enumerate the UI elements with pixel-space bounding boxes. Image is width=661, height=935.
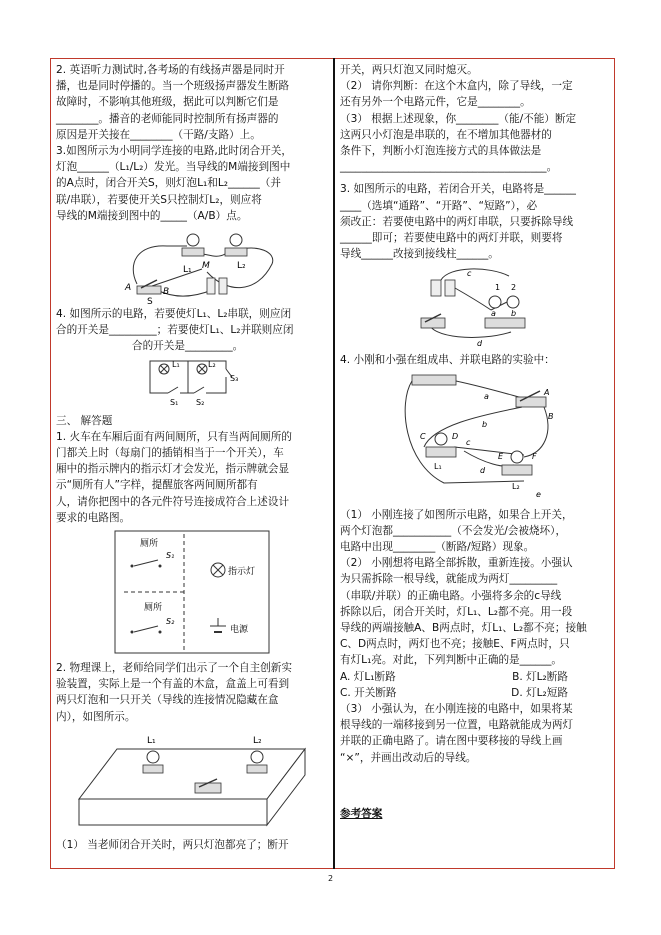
option-c: C. 开关断路	[340, 686, 397, 699]
text-line: 并联的正确电路了。请在图中要移接的导线上画	[340, 735, 563, 748]
question-3-fill	[56, 143, 328, 224]
label-c: c	[466, 437, 471, 447]
label-L2: L₂	[237, 261, 246, 272]
left-column	[56, 62, 328, 853]
question-4-right-title: 4. 小刚和小强在组成串、并联电路的实验中：	[340, 354, 555, 367]
question-2-fill	[56, 62, 328, 143]
reference-answers-heading: 参考答案	[340, 807, 383, 820]
text-line: 故障时，不影响其他班级，据此可以判断它们是	[56, 96, 279, 109]
text-line: 播，也是同时停播的。当一个班级扬声器发生断路	[56, 80, 290, 93]
label-a: a	[484, 391, 489, 401]
text-line: 须改正：若要使电路中的两灯串联，只要拆除导线	[340, 215, 574, 228]
text-line: （2） 小刚想将电路全部拆散，重新连接。小强认	[340, 557, 573, 570]
text-line: 4. 如图所示的电路，若要使灯L₁、L₂串联，则应闭	[56, 308, 292, 321]
problem-2-continued	[340, 62, 608, 175]
label-B: B	[163, 287, 170, 298]
label-1: 1	[495, 283, 501, 293]
text-line: （3） 根据上述现象，你________（能/不能）断定	[340, 112, 577, 125]
text-line: 示“厕所有人”字样，提醒旅客两间厕所都有	[56, 479, 258, 492]
text-line: （3） 小强认为，在小刚连接的电路中，如果将某	[340, 703, 573, 716]
label-power: 电源	[230, 625, 249, 636]
text-line: 拆除以后，闭合开关时，灯L₁、L₂都不亮。用一段	[340, 605, 573, 618]
text-line: 导线______改接到接线柱______。	[340, 248, 499, 261]
text-line: 1. 火车在车厢后面有两间厕所，只有当两间厕所的	[56, 430, 292, 443]
label-L1: L₁	[147, 735, 156, 746]
wooden-box-figure	[77, 729, 307, 829]
label-b: b	[511, 309, 517, 319]
text-line: （1） 当老师闭合开关时，两只灯泡都亮了；断开	[56, 838, 289, 851]
label-wc1: 厕所	[140, 539, 159, 550]
section-heading: 三、 解答题	[56, 414, 113, 427]
text-line: 验装置，实际上是一个有盖的木盒，盒盖上可看到	[56, 678, 290, 691]
text-line: ______即可；若要使电路中的两灯并联，则要将	[340, 232, 563, 245]
text-line: 这两只小灯泡是串联的，在不增加其他器材的	[340, 128, 552, 141]
circuit-figure-q3	[107, 224, 277, 306]
column-divider	[333, 58, 335, 869]
text-line: 合的开关是_________；若要使灯L₁、L₂并联则应闭	[56, 324, 294, 337]
problem-1	[56, 429, 328, 526]
text-line: 要求的电路图。	[56, 511, 131, 524]
text-line: 人，请你把图中的各元件符号连接成符合上述设计	[56, 495, 290, 508]
option-b: B. 灯L₂断路	[512, 670, 568, 683]
circuit-figure-q4	[142, 355, 242, 407]
text-line: 厢中的指示牌内的指示灯才会发光，指示牌就会显	[56, 463, 290, 476]
label-F: F	[532, 451, 537, 461]
label-S1: S₁	[170, 397, 179, 407]
text-line: 还有另外一个电路元件，它是________。	[340, 96, 531, 109]
text-line: _______________________________________。	[340, 161, 558, 174]
label-L2: L₂	[253, 735, 262, 746]
text-line: 门都关上时（每扇门的插销相当于一个开关），车	[56, 447, 284, 460]
text-line: C、D两点时，两灯也不亮；接触E、F两点时，只	[340, 638, 570, 651]
text-line: 开关，两只灯泡又同时熄灭。	[340, 64, 478, 76]
text-line: 3. 如图所示的电路，若闭合开关，电路将是______	[340, 183, 576, 196]
text-line: 内），如图所示。	[56, 710, 136, 723]
options-row-1	[340, 669, 608, 685]
text-line: 导线的M端接到图中的_____（A/B）点。	[56, 209, 248, 222]
text-line: 联/串联），若要使开关S只控制灯L₂，则应将	[56, 193, 262, 206]
label-2: 2	[511, 283, 517, 293]
label-L1: L₁	[434, 461, 442, 471]
text-line: （1） 小刚连接了如图所示电路，如果合上开关，	[340, 508, 573, 521]
label-b: b	[482, 419, 488, 429]
label-S: S	[147, 297, 153, 307]
text-line: 导线的两端接触A、B两点时，灯L₁、L₂都不亮；接触	[340, 622, 587, 635]
options-row-2	[340, 685, 608, 701]
text-line: ________。播音的老师能同时控制所有扬声器的	[56, 112, 279, 125]
label-S1: S₁	[166, 551, 175, 561]
text-line: （串联/并联）的正确电路。小强将多余的c导线	[340, 589, 562, 602]
text-line: 2. 英语听力测试时,各考场的有线扬声器是同时开	[56, 64, 285, 76]
circuit-figure-right-q3	[419, 262, 529, 348]
label-a: a	[491, 309, 496, 319]
label-c: c	[467, 269, 472, 279]
label-L1: L₁	[172, 359, 180, 369]
label-L2: L₂	[512, 481, 520, 491]
label-D: D	[452, 431, 459, 441]
text-line: 原因是开关接在________（干路/支路）上。	[56, 128, 261, 141]
page-number: 2	[327, 874, 334, 883]
label-S2: S₂	[196, 397, 205, 407]
option-d: D. 灯L₂短路	[511, 686, 568, 699]
label-e: e	[536, 489, 541, 499]
label-indicator-lamp: 指示灯	[228, 567, 256, 578]
label-d: d	[480, 465, 486, 475]
question-4-fill	[56, 306, 328, 355]
text-line: 3.如图所示为小明同学连接的电路,此时闭合开关，	[56, 145, 292, 158]
option-a: A. 灯L₁断路	[340, 670, 396, 683]
text-line: 有灯L₁亮。对此，下列判断中正确的是______。	[340, 654, 563, 667]
text-line: “×”，并画出改动后的导线。	[340, 751, 477, 764]
label-d: d	[477, 339, 483, 349]
text-line: 条件下，判断小灯泡连接方式的具体做法是	[340, 145, 542, 158]
label-B: B	[548, 411, 554, 421]
question-3-right	[340, 181, 608, 262]
text-line: 根导线的一端移接到另一位置，电路就能成为两灯	[340, 719, 574, 732]
text-line: 2. 物理课上，老师给同学们出示了一个自主创新实	[56, 662, 292, 675]
label-A: A	[544, 387, 550, 397]
label-S3: S₃	[230, 373, 239, 383]
label-S2: S₂	[166, 617, 175, 627]
label-L2: L₂	[208, 359, 216, 369]
series-parallel-figure	[394, 373, 554, 503]
toilet-circuit-figure	[114, 530, 270, 654]
text-line: 为只需拆除一根导线，就能成为两灯_________	[340, 573, 558, 586]
text-line: 灯泡______（L₁/L₂）发光。当导线的M端接到图中	[56, 161, 291, 174]
label-A: A	[125, 283, 132, 294]
label-L1: L₁	[183, 265, 192, 276]
right-column	[340, 62, 608, 822]
label-C: C	[420, 431, 426, 441]
text-line: 两个灯泡都___________（不会发光/会被烧坏），	[340, 524, 567, 537]
text-line: 电路中出现________（断路/短路）现象。	[340, 541, 535, 554]
text-line: 合的开关是_________。	[132, 340, 244, 353]
text-line: 的A点时，闭合开关S，则灯泡L₁和L₂______（并	[56, 177, 281, 190]
label-M: M	[202, 261, 210, 272]
label-E: E	[498, 451, 504, 461]
text-line: （2） 请你判断：在这个木盒内，除了导线，一定	[340, 80, 573, 93]
problem-2	[56, 660, 328, 725]
text-line: ____（选填“通路”、“开路”、“短路”），必	[340, 199, 538, 212]
text-line: 两只灯泡和一只开关（导线的连接情况隐藏在盒	[56, 694, 279, 707]
question-4-right-body	[340, 507, 608, 766]
label-wc2: 厕所	[144, 603, 163, 614]
